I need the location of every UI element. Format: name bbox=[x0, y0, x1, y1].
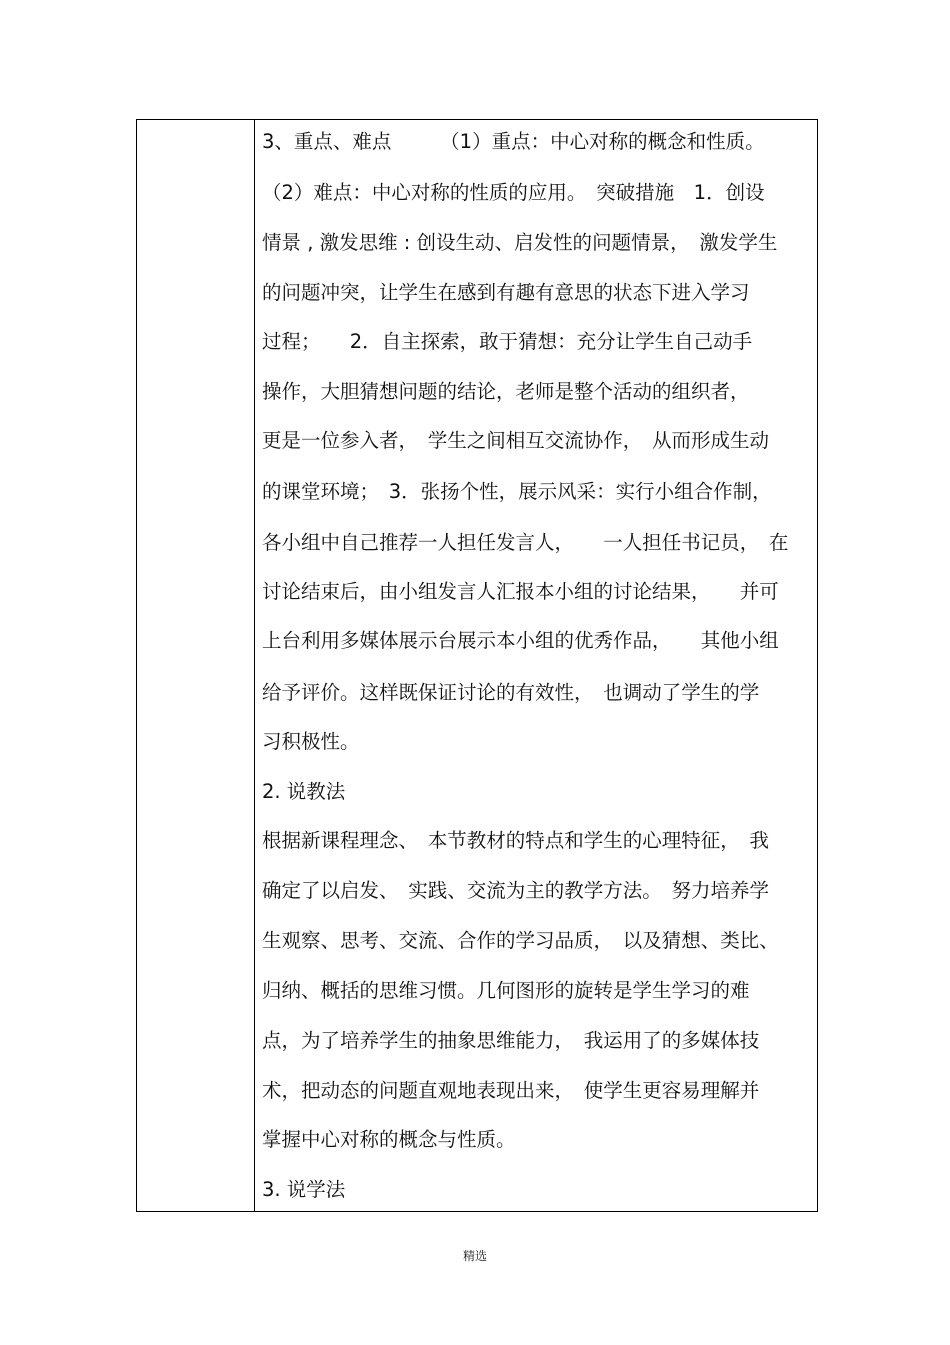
text-line: 更是一位参入者， 学生之间相互交流协作， 从而形成生动 bbox=[262, 429, 770, 452]
text-line: 术，把动态的问题直观地表现出来， 使学生更容易理解并 bbox=[262, 1079, 760, 1102]
text-line: 掌握中心对称的概念与性质。 bbox=[262, 1128, 516, 1151]
text-line: 点，为了培养学生的抽象思维能力， 我运用了的多媒体技 bbox=[262, 1029, 760, 1052]
text-line: 给予评价。这样既保证讨论的有效性， 也调动了学生的学 bbox=[262, 681, 760, 704]
text-line: 3、重点、难点 （1）重点：中心对称的概念和性质。 bbox=[262, 130, 765, 153]
text-line: （2）难点：中心对称的性质的应用。 突破措施 1．创设 bbox=[262, 181, 765, 204]
text-line: 过程； 2．自主探索，敢于猜想：充分让学生自己动手 bbox=[262, 330, 753, 353]
table-left-cell bbox=[137, 120, 255, 1211]
section-heading: 2. 说教法 bbox=[262, 780, 346, 803]
text-line: 讨论结束后，由小组发言人汇报本小组的讨论结果， 并可 bbox=[262, 580, 779, 603]
text-line: 操作，大胆猜想问题的结论，老师是整个活动的组织者， bbox=[262, 380, 750, 403]
text-line: 生观察、思考、交流、合作的学习品质， 以及猜想、类比、 bbox=[262, 929, 779, 952]
text-line: 情景 , 激发思维 : 创设生动、启发性的问题情景， 激发学生 bbox=[262, 231, 778, 254]
text-line: 的问题冲突，让学生在感到有趣有意思的状态下进入学习 bbox=[262, 281, 750, 304]
text-line: 确定了以启发、 实践、交流为主的教学方法。 努力培养学 bbox=[262, 879, 770, 902]
page-footer: 精选 bbox=[462, 1249, 487, 1263]
text-line: 归纳、概括的思维习惯。几何图形的旋转是学生学习的难 bbox=[262, 979, 750, 1002]
section-heading: 3. 说学法 bbox=[262, 1178, 346, 1201]
text-line: 根据新课程理念、 本节教材的特点和学生的心理特征， 我 bbox=[262, 829, 770, 852]
document-table bbox=[136, 119, 818, 1212]
text-line: 习积极性。 bbox=[262, 730, 360, 753]
text-line: 各小组中自己推荐一人担任发言人， 一人担任书记员， 在 bbox=[262, 531, 789, 554]
text-line: 上台利用多媒体展示台展示本小组的优秀作品， 其他小组 bbox=[262, 629, 779, 652]
table-content-cell bbox=[255, 120, 817, 1211]
text-line: 的课堂环境； 3．张扬个性，展示风采：实行小组合作制， bbox=[262, 480, 772, 503]
